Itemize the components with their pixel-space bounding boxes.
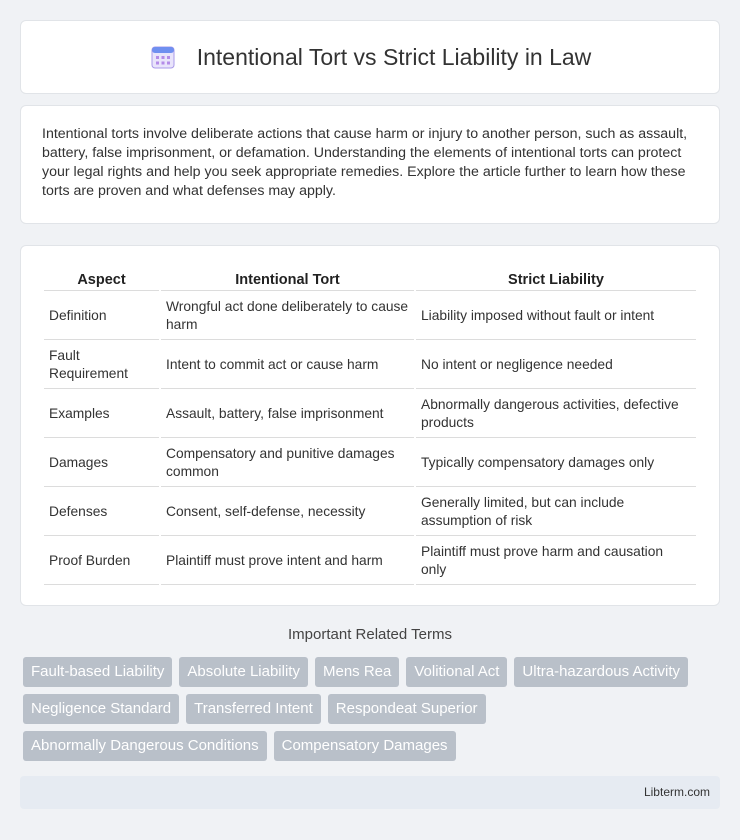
comparison-table: [42, 266, 698, 587]
comparison-table-card: [20, 245, 720, 606]
footer: [20, 776, 720, 809]
table-row: [44, 440, 696, 487]
table-cell: Plaintiff must prove intent and harm: [161, 538, 414, 585]
table-cell: Liability imposed without fault or intent: [416, 293, 696, 340]
header-strict-liability: Strict Liability: [416, 268, 696, 291]
tag-compensatory-damages[interactable]: Compensatory Damages: [274, 731, 456, 761]
tag-volitional-act[interactable]: Volitional Act: [406, 657, 507, 687]
related-terms-tags: [23, 657, 713, 768]
calendar-icon: [149, 43, 177, 71]
table-row: [44, 489, 696, 536]
table-cell: Damages: [44, 440, 159, 487]
footer-site-link[interactable]: Libterm.com: [643, 785, 710, 799]
table-cell: Plaintiff must prove harm and causation only: [416, 538, 696, 585]
tag-abnormally-dangerous-conditions[interactable]: Abnormally Dangerous Conditions: [23, 731, 267, 761]
table-cell: No intent or negligence needed: [416, 342, 696, 389]
tag-negligence-standard[interactable]: Negligence Standard: [23, 694, 179, 724]
table-cell: Abnormally dangerous activities, defective products: [416, 391, 696, 438]
tag-fault-based-liability[interactable]: Fault-based Liability: [23, 657, 172, 687]
table-cell: Fault Requirement: [44, 342, 159, 389]
table-row: [44, 293, 696, 340]
table-cell: Assault, battery, false imprisonment: [161, 391, 414, 438]
tag-respondeat-superior[interactable]: Respondeat Superior: [328, 694, 486, 724]
table-cell: Intent to commit act or cause harm: [161, 342, 414, 389]
table-cell: Defenses: [44, 489, 159, 536]
intro-text: Intentional torts involve deliberate actions that cause harm or injury to another person, such as assault, battery, false imprisonment, or defamation. Understanding the elements of intentional torts can protect your legal rights and help you seek appropriate remedies. Explore the article further to learn how these torts are proven and what defenses may apply.: [42, 126, 688, 199]
table-cell: Compensatory and punitive damages common: [161, 440, 414, 487]
header-aspect: Aspect: [44, 268, 159, 291]
table-cell: Wrongful act done deliberately to cause harm: [161, 293, 414, 340]
tag-mens-rea[interactable]: Mens Rea: [315, 657, 399, 687]
tag-ultra-hazardous-activity[interactable]: Ultra-hazardous Activity: [514, 657, 688, 687]
table-row: [44, 342, 696, 389]
table-cell: Definition: [44, 293, 159, 340]
table-cell: Generally limited, but can include assumption of risk: [416, 489, 696, 536]
table-row: [44, 391, 696, 438]
page-title: Intentional Tort vs Strict Liability in Law: [196, 43, 592, 70]
table-row: [44, 538, 696, 585]
tag-transferred-intent[interactable]: Transferred Intent: [186, 694, 321, 724]
tag-absolute-liability[interactable]: Absolute Liability: [179, 657, 308, 687]
table-cell: Examples: [44, 391, 159, 438]
table-cell: Proof Burden: [44, 538, 159, 585]
header-intentional-tort: Intentional Tort: [161, 268, 414, 291]
header-card: [20, 20, 720, 94]
table-cell: Consent, self-defense, necessity: [161, 489, 414, 536]
related-terms-title: Important Related Terms: [288, 626, 452, 643]
table-cell: Typically compensatory damages only: [416, 440, 696, 487]
table-header-row: [44, 268, 696, 291]
intro-card: [20, 105, 720, 224]
